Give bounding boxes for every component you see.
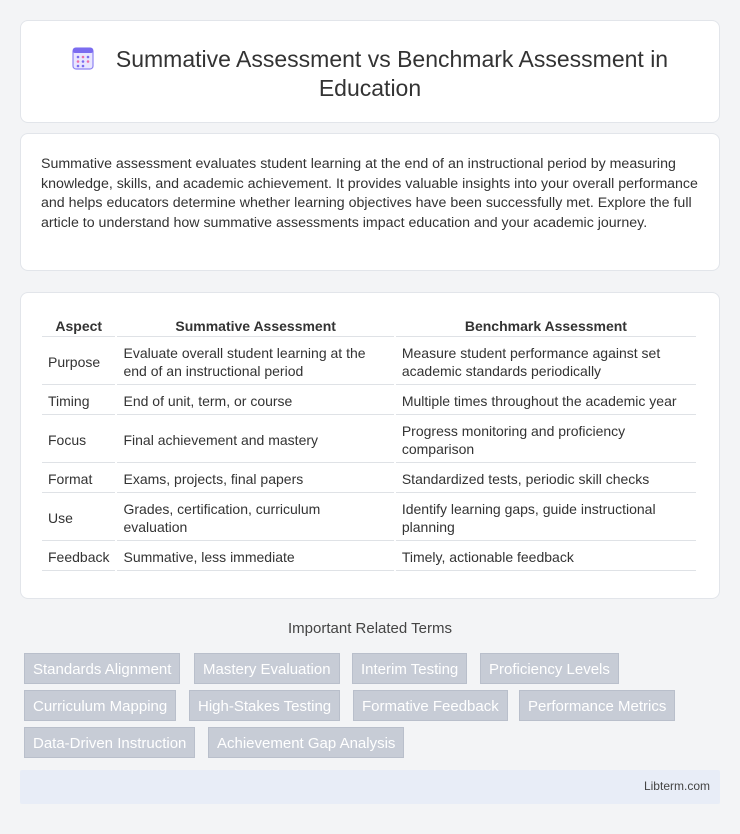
cell-aspect: Use (42, 495, 115, 541)
cell-aspect: Feedback (42, 543, 115, 571)
comparison-table (40, 313, 698, 573)
tag-standards-alignment[interactable]: Standards Alignment (24, 653, 180, 684)
header-summative: Summative Assessment (117, 315, 393, 337)
header-aspect: Aspect (42, 315, 115, 337)
title-line-1: Summative Assessment vs Benchmark Assessment in (115, 46, 669, 72)
cell-aspect: Format (42, 465, 115, 493)
cell-aspect: Purpose (42, 339, 115, 385)
table-row (42, 543, 696, 571)
cell-benchmark: Identify learning gaps, guide instructional planning (396, 495, 696, 541)
table-row (42, 387, 696, 415)
footer-site-link[interactable]: Libterm.com (643, 779, 710, 793)
tag-proficiency-levels[interactable]: Proficiency Levels (480, 653, 619, 684)
document-list-icon (72, 46, 94, 70)
table-row (42, 417, 696, 463)
cell-benchmark: Standardized tests, periodic skill checks (396, 465, 696, 493)
table-row (42, 465, 696, 493)
footer (20, 770, 720, 804)
tag-performance-metrics[interactable]: Performance Metrics (519, 690, 675, 721)
cell-summative: Evaluate overall student learning at the end of an instructional period (117, 339, 393, 385)
page-title (21, 45, 719, 103)
table-header-row (42, 315, 696, 337)
tag-curriculum-mapping[interactable]: Curriculum Mapping (24, 690, 176, 721)
title-card (20, 20, 720, 123)
intro-text: Summative assessment evaluates student learning at the end of an instructional period by measuring knowledge, skills, and academic achievement. It provides valuable insights into your overall performance and helps educators determine whether learning objectives have been successfully met. Explore the full article to understand how summative assessments impact education and your academic journey. (41, 156, 698, 231)
table-row (42, 339, 696, 385)
cell-aspect: Timing (42, 387, 115, 415)
cell-summative: Final achievement and mastery (117, 417, 393, 463)
cell-benchmark: Measure student performance against set academic standards periodically (396, 339, 696, 385)
cell-benchmark: Progress monitoring and proficiency comparison (396, 417, 696, 463)
header-benchmark: Benchmark Assessment (396, 315, 696, 337)
cell-summative: End of unit, term, or course (117, 387, 393, 415)
related-terms-title: Important Related Terms (288, 620, 452, 637)
tag-high-stakes-testing[interactable]: High-Stakes Testing (189, 690, 340, 721)
tag-achievement-gap-analysis[interactable]: Achievement Gap Analysis (208, 727, 404, 758)
tag-mastery-evaluation[interactable]: Mastery Evaluation (194, 653, 340, 684)
cell-benchmark: Multiple times throughout the academic year (396, 387, 696, 415)
cell-summative: Grades, certification, curriculum evaluation (117, 495, 393, 541)
title-line-2: Education (318, 75, 422, 101)
intro-card (20, 133, 720, 271)
tag-formative-feedback[interactable]: Formative Feedback (353, 690, 508, 721)
comparison-card (20, 292, 720, 599)
cell-benchmark: Timely, actionable feedback (396, 543, 696, 571)
tag-interim-testing[interactable]: Interim Testing (352, 653, 467, 684)
cell-summative: Summative, less immediate (117, 543, 393, 571)
cell-summative: Exams, projects, final papers (117, 465, 393, 493)
table-row (42, 495, 696, 541)
cell-aspect: Focus (42, 417, 115, 463)
tag-data-driven-instruction[interactable]: Data-Driven Instruction (24, 727, 195, 758)
